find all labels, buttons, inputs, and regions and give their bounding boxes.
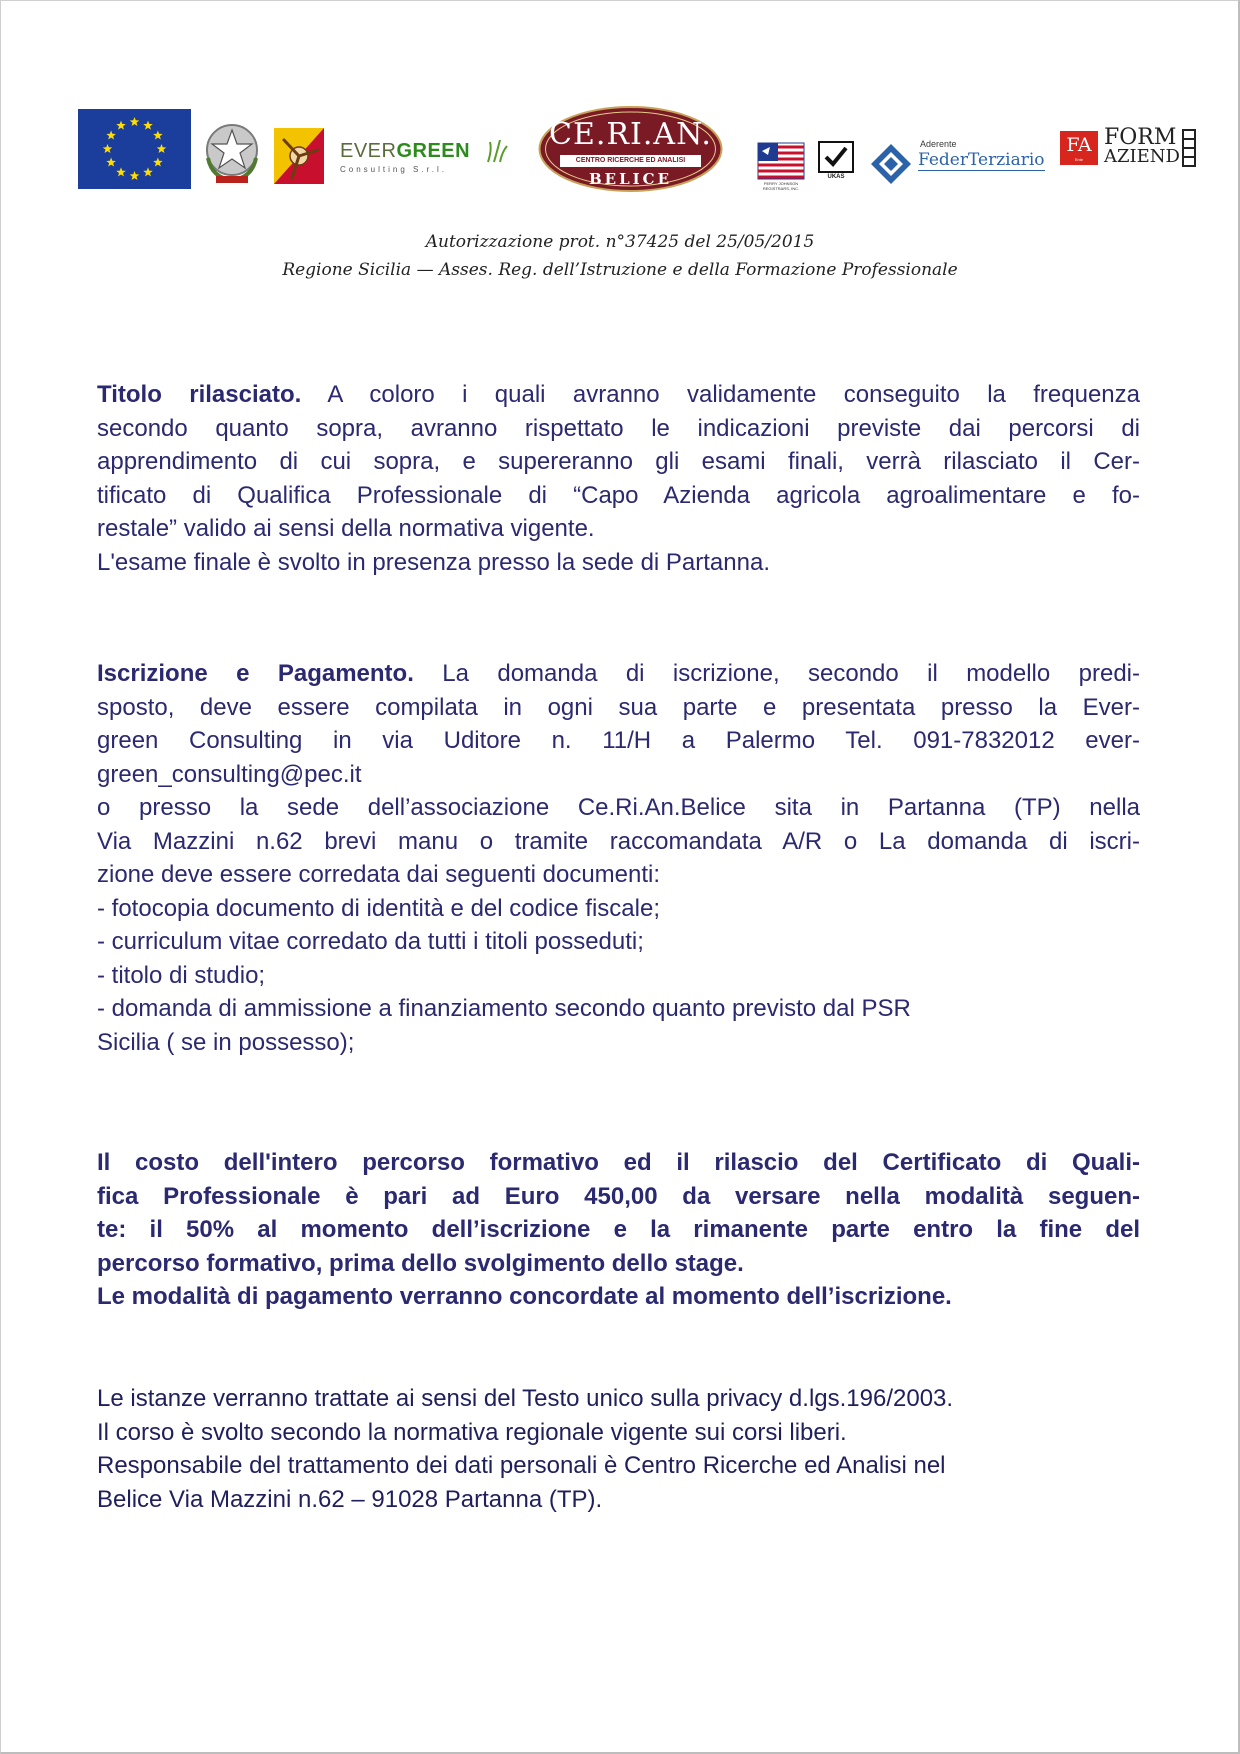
eu-star: [143, 167, 153, 176]
section-privacy: [97, 1382, 1140, 1516]
eu-star: [143, 121, 153, 130]
section-iscrizione-pagamento: [97, 657, 1140, 1059]
eu-star: [106, 131, 116, 140]
iscrizione-line-6: Via Mazzini n.62 brevi manu o tramite raccomandata A/R o La domanda di iscri-: [97, 827, 1140, 855]
grass-icon: [486, 140, 508, 164]
formazienda-fa-box: FA: [1060, 131, 1098, 165]
federterziario-aderente: Aderente: [920, 139, 957, 149]
federterziario-name: FederTerziario: [918, 150, 1045, 170]
costo-line-4: percorso formativo, prima dello svolgimento dello stage.: [97, 1249, 744, 1277]
eu-star: [130, 117, 140, 126]
iscrizione-line-1: [97, 657, 1140, 691]
costo-line-3: te: il 50% al momento dell’iscrizione e la rimanente parte entro la fine del: [97, 1216, 1140, 1243]
costo-line-2: fica Professionale è pari ad Euro 450,00 da versare nella modalità seguen-: [97, 1182, 1140, 1210]
titolo-line-2: secondo quanto sopra, avranno rispettato le indicazioni previste dai percorsi di: [97, 414, 1140, 442]
eu-star: [153, 158, 163, 167]
iscrizione-email-link[interactable]: green_consulting@pec.it: [97, 760, 362, 788]
iscrizione-heading: Iscrizione e Pagamento.: [97, 660, 414, 687]
privacy-line-2: Il corso è svolto secondo la normativa regionale vigente sui corsi liberi.: [97, 1418, 847, 1446]
eu-star: [106, 158, 116, 167]
titolo-line-6: L'esame finale è svolto in presenza presso la sede di Partanna.: [97, 548, 770, 576]
formazienda-bars-icon: [1182, 129, 1196, 167]
iscrizione-list-item-4: - domanda di ammissione a finanziamento secondo quanto previsto dal PSR: [97, 995, 911, 1022]
iscrizione-line-2: sposto, deve essere compilata in ogni sua parte e presentata presso la Ever-: [97, 693, 1140, 721]
eu-star: [116, 121, 126, 130]
iscrizione-list-item-3: - titolo di studio;: [97, 961, 266, 989]
cerian-belice: BELICE: [588, 170, 673, 188]
cerian-title: CE.RI.AN.: [549, 117, 712, 152]
iscrizione-list-item-2: - curriculum vitae corredato da tutti i titoli posseduti;: [97, 928, 644, 955]
privacy-line-1: Le istanze verranno trattate ai sensi del Testo unico sulla privacy d.lgs.196/2003.: [97, 1385, 954, 1412]
iscrizione-line-5: o presso la sede dell’associazione Ce.Ri.An.Belice sita in Partanna (TP) nella: [97, 794, 1140, 821]
titolo-line-4: tificato di Qualifica Professionale di “Capo Azienda agricola agroalimentare e fo-: [97, 481, 1140, 509]
perry-johnson-text: PERRY JOHNSON REGISTRARS, INC.: [762, 181, 800, 191]
italian-republic-emblem-icon: [202, 118, 262, 186]
ukas-logo: [815, 140, 857, 190]
formazienda-logo: [1060, 127, 1200, 169]
titolo-line-5: restale” valido ai sensi della normativa vigente.: [97, 515, 595, 542]
eu-flag-icon: [78, 109, 191, 189]
formazienda-azienda: AZIEND: [1104, 146, 1180, 167]
section-costo: [97, 1146, 1140, 1314]
eu-stars: [78, 109, 191, 189]
cerian-logo: [538, 105, 723, 193]
formazienda-fa-sub: Ente: [1074, 157, 1084, 162]
logo-strip: [0, 0, 1240, 200]
eu-star: [157, 144, 167, 153]
iscrizione-list-item-1: - fotocopia documento di identità e del codice fiscale;: [97, 894, 661, 922]
titolo-line-1-text: A coloro i quali avranno validamente conseguito la frequenza: [301, 381, 1140, 408]
sicily-trinacria-icon: [274, 128, 324, 184]
perry-johnson-logo: [756, 141, 806, 190]
iscrizione-line-7: zione deve essere corredata dai seguenti documenti:: [97, 861, 661, 888]
eu-star: [153, 131, 163, 140]
federterziario-diamond-icon: [870, 143, 912, 185]
costo-line-5: Le modalità di pagamento verranno concordate al momento dell’iscrizione.: [97, 1283, 952, 1310]
titolo-line-1: [97, 378, 1140, 412]
eu-star: [103, 144, 113, 153]
authorization-line-1: Autorizzazione prot. n°37425 del 25/05/2015: [425, 232, 815, 252]
ukas-text: UKAS: [827, 174, 845, 180]
section-titolo-rilasciato: [97, 378, 1140, 579]
authorization-line-2: Regione Sicilia — Asses. Reg. dell’Istruzione e della Formazione Professionale: [282, 260, 958, 280]
evergreen-title: EVERGREEN: [340, 140, 471, 162]
iscrizione-line-1-text: La domanda di iscrizione, secondo il modello predi-: [413, 660, 1140, 687]
evergreen-logo: [340, 140, 510, 180]
costo-line-1: Il costo dell'intero percorso formativo ed il rilascio del Certificato di Quali-: [97, 1149, 1140, 1176]
iscrizione-line-3: green Consulting in via Uditore n. 11/H a Palermo Tel. 091-7832012 ever-: [97, 727, 1140, 754]
eu-star: [116, 167, 126, 176]
federterziario-logo: [870, 137, 1045, 183]
privacy-line-3: Responsabile del trattamento dei dati personali è Centro Ricerche ed Analisi nel: [97, 1452, 946, 1479]
cerian-subtitle: CENTRO RICERCHE ED ANALISI: [560, 155, 701, 167]
formazienda-form: FORM: [1104, 125, 1177, 150]
titolo-line-3: apprendimento di cui sopra, e supereranno gli esami finali, verrà rilasciato il Cer-: [97, 448, 1140, 475]
eu-star: [130, 171, 140, 180]
titolo-heading: Titolo rilasciato.: [97, 381, 302, 408]
evergreen-subtitle: Consulting S.r.l.: [340, 165, 448, 174]
privacy-line-4: Belice Via Mazzini n.62 – 91028 Partanna (TP).: [97, 1485, 603, 1513]
iscrizione-list-item-4-cont: Sicilia ( se in possesso);: [97, 1028, 355, 1056]
